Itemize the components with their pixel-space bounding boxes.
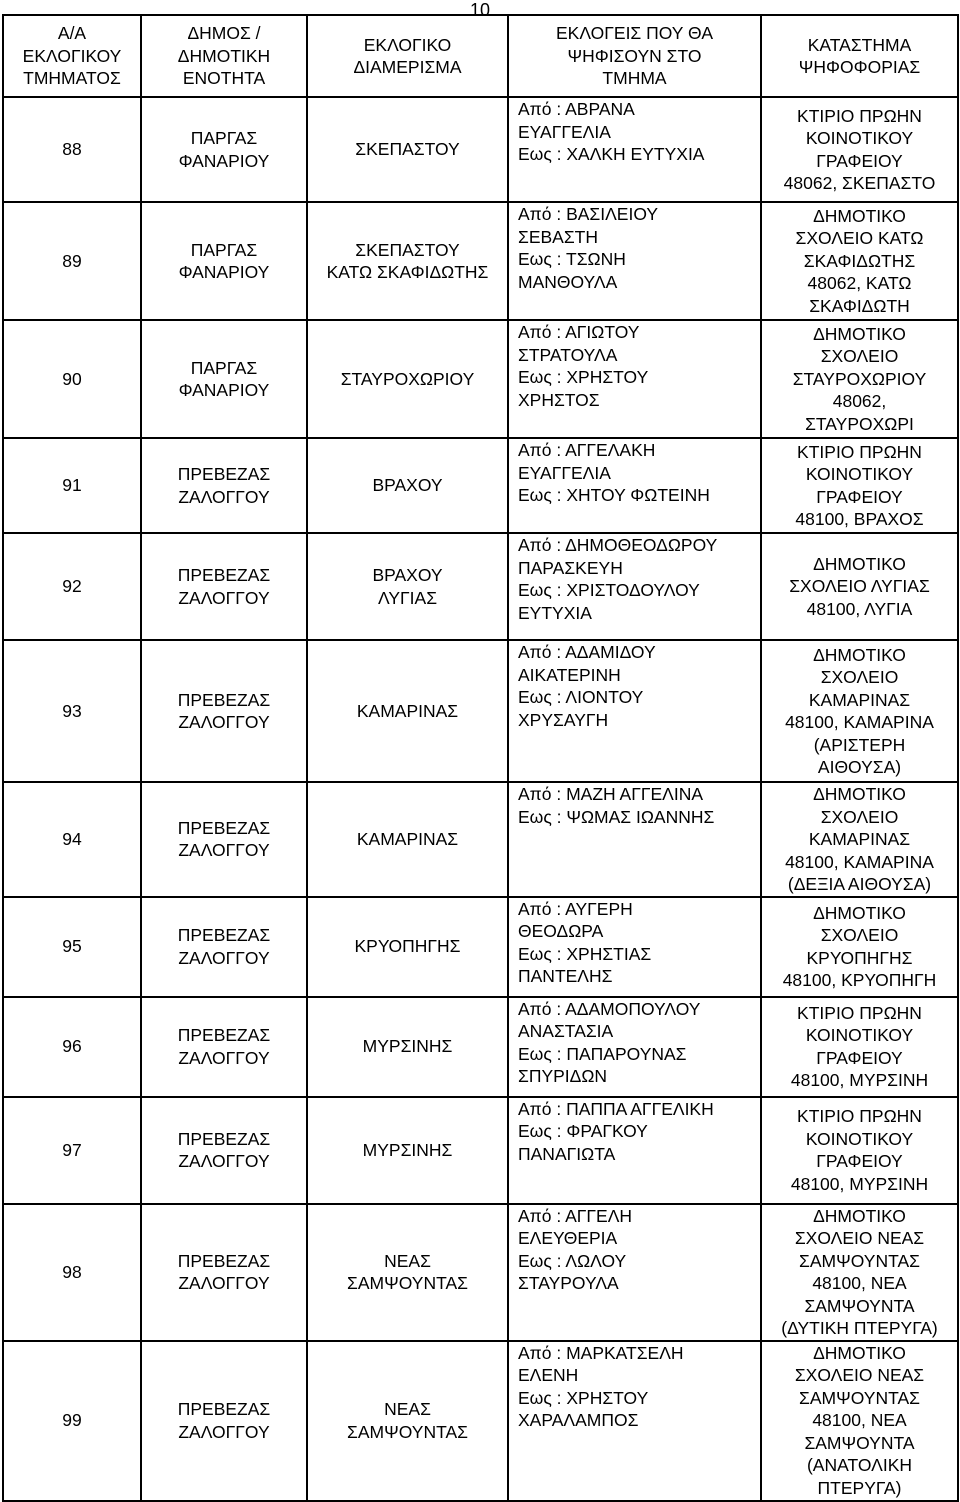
cell-line: ΕΥΤΥΧΙΑ — [518, 602, 592, 623]
cell-line: ΠΑΝΤΕΛΗΣ — [518, 966, 613, 986]
cell-line: ΚΟΙΝΟΤΙΚΟΥ — [805, 464, 914, 484]
cell-line: 48100, ΛΥΓΙΑ — [806, 598, 913, 619]
cell-line: ΓΡΑΦΕΙΟΥ — [816, 486, 903, 507]
table-header-row — [3, 15, 958, 97]
cell-line: Εως : ΠΑΠΑΡΟΥΝΑΣ — [518, 1043, 687, 1064]
cell-line: ΓΡΑΦΕΙΟΥ — [816, 1151, 903, 1171]
polling-stations-table — [2, 14, 959, 1502]
cell-line: Εως : ΛΙΟΝΤΟΥ — [518, 687, 644, 707]
header-voters — [508, 15, 761, 97]
cell-line: ΚΡΥΟΠΗΓΗΣ — [806, 947, 913, 968]
table-row — [3, 782, 958, 897]
cell-line: (ΔΕΞΙΑ ΑΙΘΟΥΣΑ) — [787, 874, 932, 894]
header-section-number — [3, 15, 141, 97]
cell-line: Από : ΠΑΠΠΑ ΑΓΓΕΛΙΚΗ — [518, 1098, 714, 1119]
table-row — [3, 202, 958, 320]
electoral-district-cell — [307, 438, 508, 533]
municipality-cell — [141, 640, 307, 782]
voters-cell — [508, 1204, 761, 1341]
cell-line: ΕΛΕΥΘΕΡΙΑ — [518, 1228, 618, 1248]
cell-line: Εως : ΧΡΙΣΤΟΔΟΥΛΟΥ — [518, 580, 700, 600]
table-row — [3, 1097, 958, 1204]
table-row — [3, 640, 958, 782]
cell-line: ΔΗΜΟΣ / — [187, 23, 261, 44]
cell-line: 48062, ΣΚΕΠΑΣΤΟ — [783, 173, 936, 193]
cell-line: 48100, ΝΕΑ — [812, 1273, 907, 1293]
cell-line: 48062, ΚΑΤΩ — [807, 273, 912, 294]
cell-line: Εως : ΧΡΗΣΤΟΥ — [518, 367, 649, 387]
polling-station-cell — [761, 438, 958, 533]
cell-line: ΣΚΕΠΑΣΤΟΥ — [355, 139, 460, 160]
cell-line: ΔΗΜΟΤΙΚΟ — [813, 1205, 906, 1226]
cell-line: ΠΑΡΓΑΣ — [190, 239, 258, 260]
cell-line: ΣΑΜΨΟΥΝΤΑΣ — [347, 1273, 468, 1293]
cell-line: ΖΑΛΟΓΓΟΥ — [178, 712, 270, 732]
cell-line: Εως : ΤΣΩΝΗ — [518, 249, 626, 269]
cell-line: ΓΡΑΦΕΙΟΥ — [816, 1047, 903, 1068]
cell-line: Εως : ΦΡΑΓΚΟΥ — [518, 1121, 648, 1141]
cell-line: ΠΡΕΒΕΖΑΣ — [177, 1025, 271, 1045]
municipality-cell — [141, 533, 307, 640]
polling-station-cell — [761, 640, 958, 782]
cell-line: ΧΡΗΣΤΟΣ — [518, 389, 600, 410]
cell-line: ΔΗΜΟΤΙΚΟ — [813, 323, 906, 344]
voters-cell — [508, 782, 761, 897]
voters-cell — [508, 1341, 761, 1501]
polling-station-cell — [761, 320, 958, 438]
cell-line: ΦΑΝΑΡΙΟΥ — [178, 380, 270, 400]
polling-station-cell — [761, 897, 958, 997]
cell-line: ΚΑΤΑΣΤΗΜΑ — [807, 34, 912, 55]
cell-line: 48100, ΝΕΑ — [812, 1410, 907, 1431]
cell-line: ΠΡΕΒΕΖΑΣ — [177, 689, 271, 710]
municipality-cell — [141, 320, 307, 438]
municipality-cell — [141, 782, 307, 897]
section-number-cell: 98 — [3, 1204, 141, 1341]
voters-cell — [508, 202, 761, 320]
cell-line: ΠΑΡΓΑΣ — [190, 128, 258, 148]
cell-line: ΕΥΑΓΓΕΛΙΑ — [518, 121, 611, 142]
cell-line: ΠΑΝΑΓΙΩΤΑ — [518, 1143, 616, 1164]
cell-line: ΚΤΙΡΙΟ ΠΡΩΗΝ — [797, 1106, 922, 1126]
voters-cell — [508, 533, 761, 640]
cell-line: ΖΑΛΟΓΓΟΥ — [178, 1421, 270, 1442]
cell-line: ΣΤΑΥΡΟΥΛΑ — [518, 1273, 619, 1293]
cell-line: ΣΧΟΛΕΙΟ — [820, 667, 899, 687]
cell-line: ΑΝΑΣΤΑΣΙΑ — [518, 1021, 614, 1041]
municipality-cell — [141, 1341, 307, 1501]
section-number-cell: 91 — [3, 438, 141, 533]
cell-line: ΠΡΕΒΕΖΑΣ — [177, 1128, 271, 1149]
municipality-cell — [141, 997, 307, 1097]
cell-line: 48100, ΜΥΡΣΙΝΗ — [790, 1070, 929, 1090]
cell-line: ΒΡΑΧΟΥ — [372, 475, 443, 496]
cell-line: ΓΡΑΦΕΙΟΥ — [816, 150, 903, 171]
cell-line: Από : ΑΓΓΕΛΑΚΗ — [518, 440, 656, 460]
cell-line: ΣΧΟΛΕΙΟ — [820, 346, 899, 367]
cell-line: Εως : ΧΗΤΟΥ ΦΩΤΕΙΝΗ — [518, 485, 710, 505]
cell-line: ΣΧΟΛΕΙΟ ΝΕΑΣ — [794, 1228, 925, 1248]
cell-line: Από : ΑΒΡΑΝΑ — [518, 99, 635, 119]
cell-line: ΚΟΙΝΟΤΙΚΟΥ — [805, 1025, 914, 1045]
cell-line: ΔΗΜΟΤΙΚΟ — [813, 644, 906, 665]
electoral-district-cell — [307, 1097, 508, 1204]
cell-line: ΚΑΜΑΡΙΝΑΣ — [808, 689, 911, 710]
cell-line: ΣΧΟΛΕΙΟ — [820, 925, 899, 945]
voters-cell — [508, 438, 761, 533]
cell-line: ΣΤΑΥΡΟΧΩΡΙ — [805, 413, 914, 434]
cell-line: ΣΚΑΦΙΔΩΤΗ — [809, 295, 910, 316]
table-row — [3, 533, 958, 640]
cell-line: 48100, ΚΑΜΑΡΙΝΑ — [785, 851, 934, 872]
cell-line: ΠΡΕΒΕΖΑΣ — [177, 1399, 271, 1419]
cell-line: ΖΑΛΟΓΓΟΥ — [178, 587, 270, 608]
electoral-district-cell — [307, 320, 508, 438]
electoral-district-cell — [307, 533, 508, 640]
cell-line: ΑΙΘΟΥΣΑ) — [817, 757, 902, 777]
section-number-cell: 88 — [3, 97, 141, 202]
cell-line: Από : ΑΔΑΜΟΠΟΥΛΟΥ — [518, 998, 701, 1019]
cell-line: ΠΡΕΒΕΖΑΣ — [177, 817, 271, 838]
cell-line: ΨΗΦΙΣΟΥΝ ΣΤΟ — [567, 45, 702, 66]
cell-line: ΣΤΑΥΡΟΧΩΡΙΟΥ — [340, 368, 475, 389]
cell-line: 48100, ΒΡΑΧΟΣ — [795, 509, 924, 529]
cell-line: ΛΥΓΙΑΣ — [377, 587, 438, 608]
cell-line: ΜΑΝΘΟΥΛΑ — [518, 271, 618, 292]
cell-line: ΚΑΜΑΡΙΝΑΣ — [356, 829, 459, 849]
cell-line: ΨΗΦΟΦΟΡΙΑΣ — [798, 57, 921, 77]
cell-line: ΕΚΛΟΓΙΚΟ — [363, 34, 452, 55]
cell-line: ΕΝΟΤΗΤΑ — [182, 68, 266, 89]
cell-line: ΧΡΥΣΑΥΓΗ — [518, 709, 609, 730]
cell-line: ΖΑΛΟΓΓΟΥ — [178, 840, 270, 861]
polling-station-cell — [761, 1204, 958, 1341]
cell-line: ΚΑΜΑΡΙΝΑΣ — [356, 700, 459, 721]
section-number-cell: 92 — [3, 533, 141, 640]
cell-line: ΔΗΜΟΤΙΚΗ — [177, 45, 271, 66]
cell-line: ΔΗΜΟΤΙΚΟ — [813, 902, 906, 923]
cell-line: ΣΧΟΛΕΙΟ ΝΕΑΣ — [794, 1365, 925, 1386]
cell-line: ΣΧΟΛΕΙΟ — [820, 806, 899, 827]
polling-station-cell — [761, 782, 958, 897]
voters-cell — [508, 97, 761, 202]
section-number-cell: 96 — [3, 997, 141, 1097]
voters-cell — [508, 997, 761, 1097]
section-number-cell: 93 — [3, 640, 141, 782]
municipality-cell — [141, 897, 307, 997]
section-number-cell: 89 — [3, 202, 141, 320]
cell-line: Εως : ΧΑΛΚΗ ΕΥΤΥΧΙΑ — [518, 144, 705, 164]
polling-station-cell — [761, 202, 958, 320]
cell-line: ΕΛΕΝΗ — [518, 1365, 579, 1385]
cell-line: ΖΑΛΟΓΓΟΥ — [178, 1151, 270, 1171]
cell-line: ΚΑΜΑΡΙΝΑΣ — [808, 829, 911, 849]
header-electoral-district — [307, 15, 508, 97]
cell-line: ΠΡΕΒΕΖΑΣ — [177, 464, 271, 484]
cell-line: ΧΑΡΑΛΑΜΠΟΣ — [518, 1410, 639, 1430]
cell-line: 48062, — [832, 391, 887, 412]
cell-line: Εως : ΧΡΗΣΤΟΥ — [518, 1387, 649, 1408]
cell-line: ΚΟΙΝΟΤΙΚΟΥ — [805, 1128, 914, 1149]
electoral-district-cell — [307, 640, 508, 782]
cell-line: ΣΑΜΨΟΥΝΤΑΣ — [347, 1421, 468, 1442]
table-row — [3, 1341, 958, 1501]
table-row — [3, 320, 958, 438]
cell-line: Από : ΑΓΙΩΤΟΥ — [518, 322, 640, 342]
cell-line: ΑΙΚΑΤΕΡΙΝΗ — [518, 664, 621, 685]
cell-line: Από : ΒΑΣΙΛΕΙΟΥ — [518, 204, 659, 224]
cell-line: ΠΡΕΒΕΖΑΣ — [177, 925, 271, 945]
page-number: 10 — [469, 0, 491, 20]
municipality-cell — [141, 1204, 307, 1341]
cell-line: ΔΗΜΟΤΙΚΟ — [813, 205, 906, 226]
cell-line: ΣΤΑΥΡΟΧΩΡΙΟΥ — [792, 368, 927, 389]
cell-line: ΣΑΜΨΟΥΝΤΑ — [804, 1432, 915, 1453]
cell-line: ΣΕΒΑΣΤΗ — [518, 226, 598, 247]
electoral-district-cell — [307, 897, 508, 997]
voters-cell — [508, 640, 761, 782]
cell-line: Από : ΑΔΑΜΙΔΟΥ — [518, 642, 656, 662]
section-number-cell: 90 — [3, 320, 141, 438]
cell-line: ΚΤΙΡΙΟ ΠΡΩΗΝ — [797, 1002, 922, 1023]
cell-line: Α/Α — [57, 23, 87, 44]
cell-line: ΘΕΟΔΩΡΑ — [518, 921, 604, 941]
voters-cell — [508, 1097, 761, 1204]
polling-station-cell — [761, 1097, 958, 1204]
header-polling-station — [761, 15, 958, 97]
cell-line: 48100, ΚΡΥΟΠΗΓΗ — [782, 970, 937, 990]
cell-line: Από : ΜΑΖΗ ΑΓΓΕΛΙΝΑ — [518, 784, 704, 804]
polling-station-cell — [761, 533, 958, 640]
cell-line: Από : ΑΥΓΕΡΗ — [518, 898, 633, 919]
cell-line: ΚΟΙΝΟΤΙΚΟΥ — [805, 128, 914, 148]
electoral-district-cell — [307, 997, 508, 1097]
table-row — [3, 97, 958, 202]
cell-line: ΖΑΛΟΓΓΟΥ — [178, 947, 270, 968]
cell-line: ΣΚΕΠΑΣΤΟΥ — [355, 239, 460, 260]
municipality-cell — [141, 438, 307, 533]
cell-line: ΖΑΛΟΓΓΟΥ — [178, 486, 270, 507]
cell-line: Εως : ΛΩΛΟΥ — [518, 1250, 627, 1271]
cell-line: ΣΑΜΨΟΥΝΤΑΣ — [799, 1387, 920, 1408]
section-number-cell: 97 — [3, 1097, 141, 1204]
polling-station-cell — [761, 97, 958, 202]
cell-line: ΠΤΕΡΥΓΑ) — [817, 1477, 902, 1498]
cell-line: ΣΠΥΡΙΔΩΝ — [518, 1066, 608, 1086]
cell-line: ΒΡΑΧΟΥ — [372, 565, 443, 585]
cell-line: ΚΤΙΡΙΟ ΠΡΩΗΝ — [797, 441, 922, 462]
polling-station-cell — [761, 997, 958, 1097]
section-number-cell: 99 — [3, 1341, 141, 1501]
section-number-cell: 94 — [3, 782, 141, 897]
municipality-cell — [141, 97, 307, 202]
cell-line: ΔΗΜΟΤΙΚΟ — [813, 784, 906, 804]
header-municipality — [141, 15, 307, 97]
electoral-district-cell — [307, 97, 508, 202]
cell-line: ΠΑΡΓΑΣ — [190, 357, 258, 378]
electoral-district-cell — [307, 1204, 508, 1341]
cell-line: ΕΥΑΓΓΕΛΙΑ — [518, 462, 611, 483]
cell-line: ΚΑΤΩ ΣΚΑΦΙΔΩΤΗΣ — [326, 262, 489, 282]
cell-line: ΠΡΕΒΕΖΑΣ — [177, 1250, 271, 1271]
cell-line: (ΑΝΑΤΟΛΙΚΗ — [806, 1455, 913, 1476]
polling-station-cell — [761, 1341, 958, 1501]
cell-line: ΕΚΛΟΓΙΚΟΥ — [22, 45, 122, 66]
cell-line: ΦΑΝΑΡΙΟΥ — [178, 150, 270, 171]
cell-line: ΤΜΗΜΑΤΟΣ — [23, 68, 121, 89]
municipality-cell — [141, 202, 307, 320]
table-row — [3, 997, 958, 1097]
cell-line: ΚΤΙΡΙΟ ΠΡΩΗΝ — [797, 105, 922, 126]
electoral-district-cell — [307, 1341, 508, 1501]
cell-line: (ΔΥΤΙΚΗ ΠΤΕΡΥΓΑ) — [781, 1318, 938, 1338]
cell-line: ΔΗΜΟΤΙΚΟ — [813, 553, 906, 574]
section-number-cell: 95 — [3, 897, 141, 997]
cell-line: ΣΧΟΛΕΙΟ ΚΑΤΩ — [795, 228, 924, 249]
cell-line: ΖΑΛΟΓΓΟΥ — [178, 1273, 270, 1293]
cell-line: ΔΙΑΜΕΡΙΣΜΑ — [353, 57, 462, 77]
cell-line: ΠΑΡΑΣΚΕΥΗ — [518, 557, 623, 578]
table-row — [3, 1204, 958, 1341]
table-row — [3, 897, 958, 997]
cell-line: ΔΗΜΟΤΙΚΟ — [813, 1342, 906, 1363]
cell-line: ΣΤΡΑΤΟΥΛΑ — [518, 344, 618, 365]
cell-line: ΦΑΝΑΡΙΟΥ — [178, 262, 270, 282]
cell-line: ΖΑΛΟΓΓΟΥ — [178, 1047, 270, 1068]
cell-line: ΚΡΥΟΠΗΓΗΣ — [354, 936, 461, 957]
cell-line: Εως : ΨΩΜΑΣ ΙΩΑΝΝΗΣ — [518, 806, 715, 827]
cell-line: Από : ΑΓΓΕΛΗ — [518, 1205, 633, 1226]
cell-line: ΠΡΕΒΕΖΑΣ — [177, 565, 271, 585]
electoral-district-cell — [307, 782, 508, 897]
electoral-district-cell — [307, 202, 508, 320]
cell-line: ΣΧΟΛΕΙΟ ΛΥΓΙΑΣ — [789, 576, 930, 597]
table-row — [3, 438, 958, 533]
cell-line: ΕΚΛΟΓΕΙΣ ΠΟΥ ΘΑ — [555, 23, 713, 44]
cell-line: Από : ΔΗΜΟΘΕΟΔΩΡΟΥ — [518, 535, 718, 555]
municipality-cell — [141, 1097, 307, 1204]
voters-cell — [508, 320, 761, 438]
voters-cell — [508, 897, 761, 997]
cell-line: ΣΑΜΨΟΥΝΤΑΣ — [799, 1250, 920, 1271]
cell-line: ΜΥΡΣΙΝΗΣ — [362, 1036, 453, 1057]
cell-line: 48100, ΜΥΡΣΙΝΗ — [790, 1173, 929, 1194]
cell-line: ΣΑΜΨΟΥΝΤΑ — [804, 1295, 915, 1316]
cell-line: Από : ΜΑΡΚΑΤΣΕΛΗ — [518, 1342, 684, 1363]
cell-line: (ΑΡΙΣΤΕΡΗ — [813, 734, 906, 755]
cell-line: Εως : ΧΡΗΣΤΙΑΣ — [518, 943, 652, 964]
cell-line: ΝΕΑΣ — [384, 1399, 431, 1419]
cell-line: ΤΜΗΜΑ — [602, 68, 667, 89]
cell-line: ΣΚΑΦΙΔΩΤΗΣ — [803, 250, 916, 271]
cell-line: ΜΥΡΣΙΝΗΣ — [362, 1139, 453, 1160]
cell-line: 48100, ΚΑΜΑΡΙΝΑ — [785, 712, 934, 732]
table-body — [3, 15, 958, 1501]
cell-line: ΝΕΑΣ — [384, 1250, 431, 1271]
